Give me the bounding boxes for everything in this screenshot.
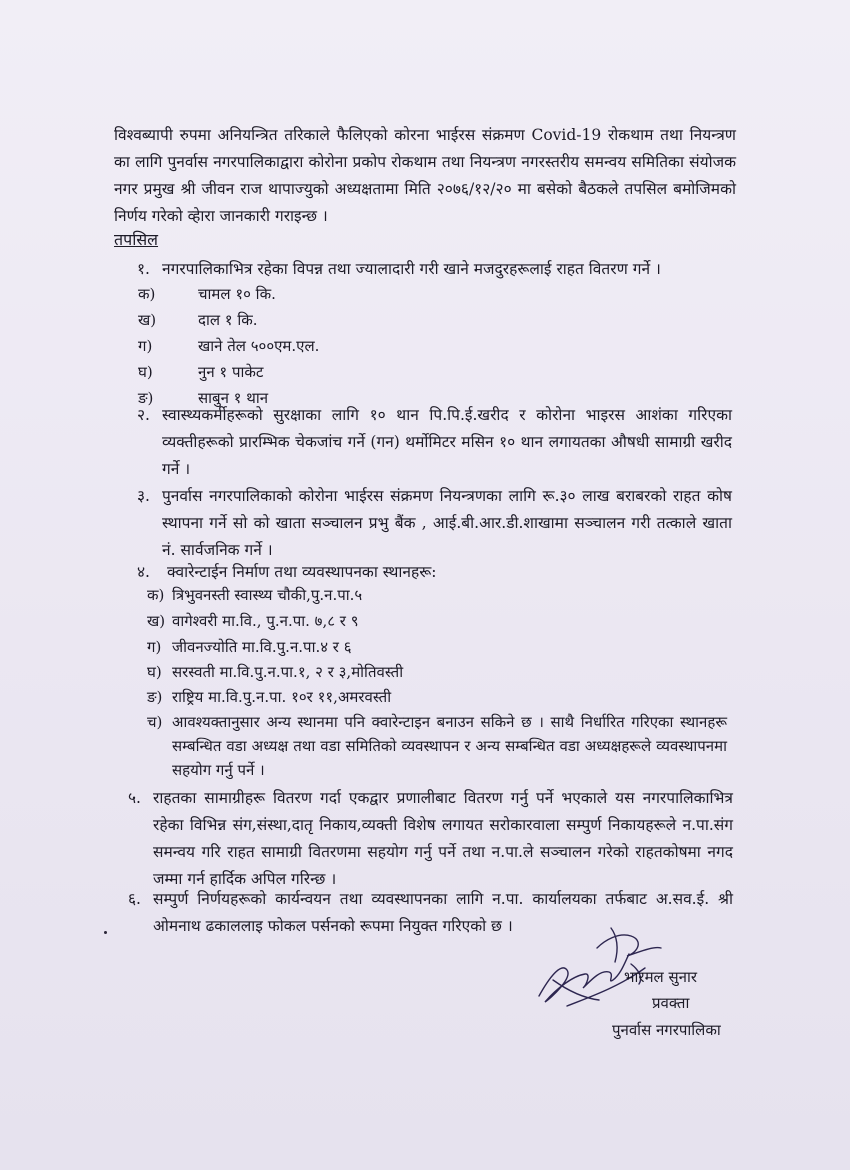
item-1-sub-d-label: घ): [138, 363, 153, 381]
item-1-sub-e-label: ङ): [138, 389, 154, 407]
item-4-sub-d-text: सरस्वती मा.वि.पु.न.पा.१, २ र ३,मोतिवस्ती: [172, 663, 404, 681]
signatory-organization: पुनर्वास नगरपालिका: [612, 1021, 721, 1039]
item-1-sub-c-label: ग): [138, 337, 153, 355]
item-1-sub-d-text: नुन १ पाकेट: [198, 363, 264, 381]
item-6-text: सम्पुर्ण निर्णयहरूको कार्यन्वयन तथा व्यवस्थापनका लागि न.पा. कार्यालयका तर्फबाट अ.सव.ई. श्री ओमनाथ ढकाललाइ फोकल पर्सनको रूपमा नियुक्त गरिएको छ ।: [153, 890, 733, 935]
item-4-text: क्वारेन्टाईन निर्माण तथा व्यवस्थापनका स्थानहरू:: [167, 563, 437, 581]
item-4-sub-f-text: आवश्यक्तानुसार अन्य स्थानमा पनि क्वारेन्टाइन बनाउन सकिने छ । साथै निर्धारित गरिएका स्थानहरू सम्बन्धित वडा अध्यक्ष तथा वडा समितिको व्यवस्थापन र अन्य सम्बन्धित वडा अध्यक्षहरूले व्यवस्थापनमा सहयोग गर्नु पर्ने ।: [172, 713, 727, 779]
item-4-sub-a-label: क): [147, 586, 165, 604]
item-4-sub-c-label: ग): [147, 638, 162, 656]
item-3-number: ३.: [137, 487, 150, 505]
signatory-role: प्रवक्ता: [652, 994, 690, 1012]
stray-mark: [104, 931, 107, 934]
item-4-sub-d-label: घ): [147, 663, 162, 681]
item-5-text: राहतका सामाग्रीहरू वितरण गर्दा एकद्वार प्रणालीबाट वितरण गर्नु पर्ने भएकाले यस नगरपालिकाभित्र रहेका विभिन्न संग,संस्था,दातृ निकाय,व्यक्ती विशेष लगायत सरोकारवाला सम्पुर्ण निकायहरूले न.पा.संग समन्वय गरि राहत सामाग्री वितरणमा सहयोग गर्नु पर्ने तथा न.पा.ले सञ्चालन गरेको राहतकोषमा नगद जम्मा गर्न हार्दिक अपिल गरिन्छ ।: [153, 789, 733, 888]
item-4-sub-b-text: वागेश्वरी मा.वि., पु.न.पा. ७,८ र ९: [172, 612, 359, 630]
item-1-number: १.: [137, 260, 150, 278]
item-4-sub-e-text: राष्ट्रिय मा.वि.पु.न.पा. १०र ११,अमरवस्ती: [172, 688, 392, 706]
item-1-sub-c-text: खाने तेल ५००एम.एल.: [198, 337, 320, 355]
item-4-sub-b-label: ख): [147, 612, 166, 630]
item-1-sub-a-label: क): [138, 285, 156, 303]
signatory-name: भारमल सुनार: [624, 968, 697, 986]
item-1-text: नगरपालिकाभित्र रहेका विपन्न तथा ज्यालादारी गरी खाने मजदुरहरूलाई राहत वितरण गर्ने ।: [162, 260, 661, 278]
intro-paragraph: विश्वब्यापी रुपमा अनियन्त्रित तरिकाले फैलिएको कोरना भाईरस संक्रमण Covid-19 रोकथाम तथा नियन्त्रण का लागि पुनर्वास नगरपालिकाद्वारा कोरोना प्रकोप रोकथाम तथा नियन्त्रण नगरस्तरीय समन्वय समितिका संयोजक नगर प्रमुख श्री जीवन राज थापाज्युको अध्यक्षतामा मिति २०७६/१२/२० मा बसेको बैठकले तपसिल बमोजिमको निर्णय गरेको व्हेारा जानकारी गराइन्छ ।: [114, 126, 736, 225]
item-1-sub-b-label: ख): [138, 311, 157, 329]
item-4-number: ४.: [137, 563, 150, 581]
item-4-sub-c-text: जीवनज्योति मा.वि.पु.न.पा.४ र ६: [172, 638, 352, 656]
item-1-sub-b-text: दाल १ कि.: [198, 311, 258, 329]
section-heading: तपसिल: [114, 230, 159, 249]
item-2-number: २.: [137, 406, 150, 424]
item-5-number: ५.: [128, 789, 141, 807]
item-3-text: पुनर्वास नगरपालिकाको कोरोना भाईरस संक्रमण नियन्त्रणका लागि रू.३० लाख बराबरको राहत कोष स्थापना गर्ने सो को खाता सञ्चालन प्रभु बैंक , आई.बी.आर.डी.शाखामा सञ्चालन गरी तत्काले खाता नं. सार्वजनिक गर्ने ।: [162, 487, 732, 559]
item-1-sub-a-text: चामल १० कि.: [198, 285, 276, 303]
item-1-sub-e-text: साबुन १ थान: [198, 389, 269, 407]
item-2-text: स्वास्थ्यकर्मीहरूको सुरक्षाका लागि १० थान पि.पि.ई.खरीद र कोरोना भाइरस आशंका गरिएका व्यक्तीहरूको प्रारम्भिक चेकजांच गर्ने (गन) थर्मोमिटर मसिन १० थान लगायतका औषधी सामाग्री खरीद गर्ने ।: [162, 406, 732, 478]
item-4-sub-a-text: त्रिभुवनस्ती स्वास्थ्य चौकी,पु.न.पा.५: [172, 586, 363, 604]
item-4-sub-f-label: च): [147, 713, 163, 731]
item-6-number: ६.: [128, 890, 141, 908]
item-4-sub-e-label: ङ): [147, 688, 163, 706]
